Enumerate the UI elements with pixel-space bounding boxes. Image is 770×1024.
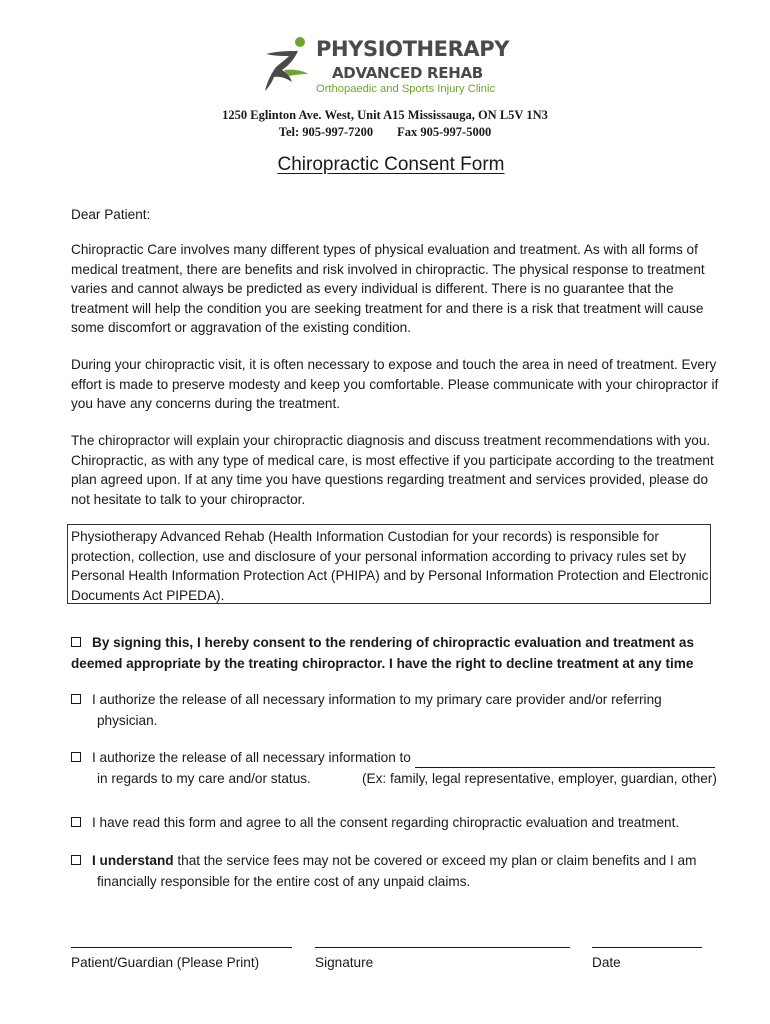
consent-release-other-line1: I authorize the release of all necessary information to [92, 750, 411, 765]
logo-subtitle: ADVANCED REHAB [332, 64, 483, 82]
release-recipient-field[interactable] [415, 753, 715, 768]
consent-release-primary-line1: I authorize the release of all necessary information to my primary care provider and/or referring [92, 692, 662, 707]
consent-fees-line1: that the service fees may not be covered or exceed my plan or claim benefits and I am [173, 853, 697, 868]
signature-line[interactable] [315, 947, 570, 948]
paragraph-diagnosis: The chiropractor will explain your chiropractic diagnosis and discuss treatment recommendations with you. Chiropractic, as with any type of medical care, is most effective if you participate according to the treatment plan agreed upon. If at any time you have questions regarding treatment and services provided, please do not hesitate to talk to your chiropractor. [71, 433, 714, 507]
consent-fees-line2: financially responsible for the entire cost of any unpaid claims. [97, 874, 471, 889]
date-line[interactable] [592, 947, 702, 948]
consent-release-other [71, 747, 731, 789]
consent-read-form-checkbox[interactable] [71, 817, 81, 827]
clinic-contact [0, 125, 770, 140]
form-title: Chiropractic Consent Form [277, 154, 505, 175]
consent-release-other-checkbox[interactable] [71, 752, 81, 762]
consent-treatment [71, 632, 731, 674]
clinic-address: 1250 Eglinton Ave. West, Unit A15 Mississauga, ON L5V 1N3 [222, 108, 548, 122]
consent-fees-bold: I understand [92, 853, 174, 868]
paragraph-care: Chiropractic Care involves many different types of physical evaluation and treatment. As with all forms of medical treatment, there are benefits and risk involved in chiropractic. The physical response to treatment varies and cannot always be predicted as every individual is different. There is no guarantee that the treatment will help the condition you are seeking treatment for and there is a risk that treatment will cause some discomfort or aggravation of the existing condition. [71, 242, 705, 335]
running-figure-icon [262, 36, 312, 92]
privacy-notice-box: Physiotherapy Advanced Rehab (Health Information Custodian for your records) is responsible for protection, collection, use and disclosure of your personal information according to privacy rules set by Personal Health Information Protection Act (PHIPA) and by Personal Information Protection and Electronic Documents Act PIPEDA). [67, 524, 711, 604]
logo-tagline: Orthopaedic and Sports Injury Clinic [316, 83, 496, 95]
consent-treatment-line2: deemed appropriate by the treating chiropractor. I have the right to decline treatment at any time [71, 656, 694, 671]
logo-title: PHYSIOTHERAPY [316, 37, 510, 61]
clinic-logo [262, 36, 542, 100]
signature-label: Signature [315, 955, 374, 970]
consent-fees [71, 850, 731, 892]
consent-release-primary-line2: physician. [97, 713, 158, 728]
consent-treatment-checkbox[interactable] [71, 637, 81, 647]
date-label: Date [592, 955, 621, 970]
consent-treatment-line1: By signing this, I hereby consent to the rendering of chiropractic evaluation and treatment as [92, 635, 695, 650]
clinic-fax: Fax 905-997-5000 [397, 125, 492, 139]
clinic-phone: Tel: 905-997-7200 [278, 125, 374, 139]
greeting: Dear Patient: [71, 207, 151, 222]
patient-name-label: Patient/Guardian (Please Print) [71, 955, 260, 970]
consent-release-example: (Ex: family, legal representative, employer, guardian, other) [362, 771, 717, 786]
consent-read-form [71, 812, 731, 833]
consent-release-primary [71, 689, 731, 731]
paragraph-visit: During your chiropractic visit, it is often necessary to expose and touch the area in need of treatment. Every effort is made to preserve modesty and keep you comfortable. Please communicate with your chiropractor if you have any concerns during the treatment. [71, 357, 719, 411]
consent-release-primary-checkbox[interactable] [71, 694, 81, 704]
consent-release-other-line2: in regards to my care and/or status. [97, 771, 311, 786]
consent-fees-checkbox[interactable] [71, 855, 81, 865]
consent-read-form-label: I have read this form and agree to all the consent regarding chiropractic evaluation and treatment. [92, 815, 680, 830]
patient-name-line[interactable] [71, 947, 292, 948]
